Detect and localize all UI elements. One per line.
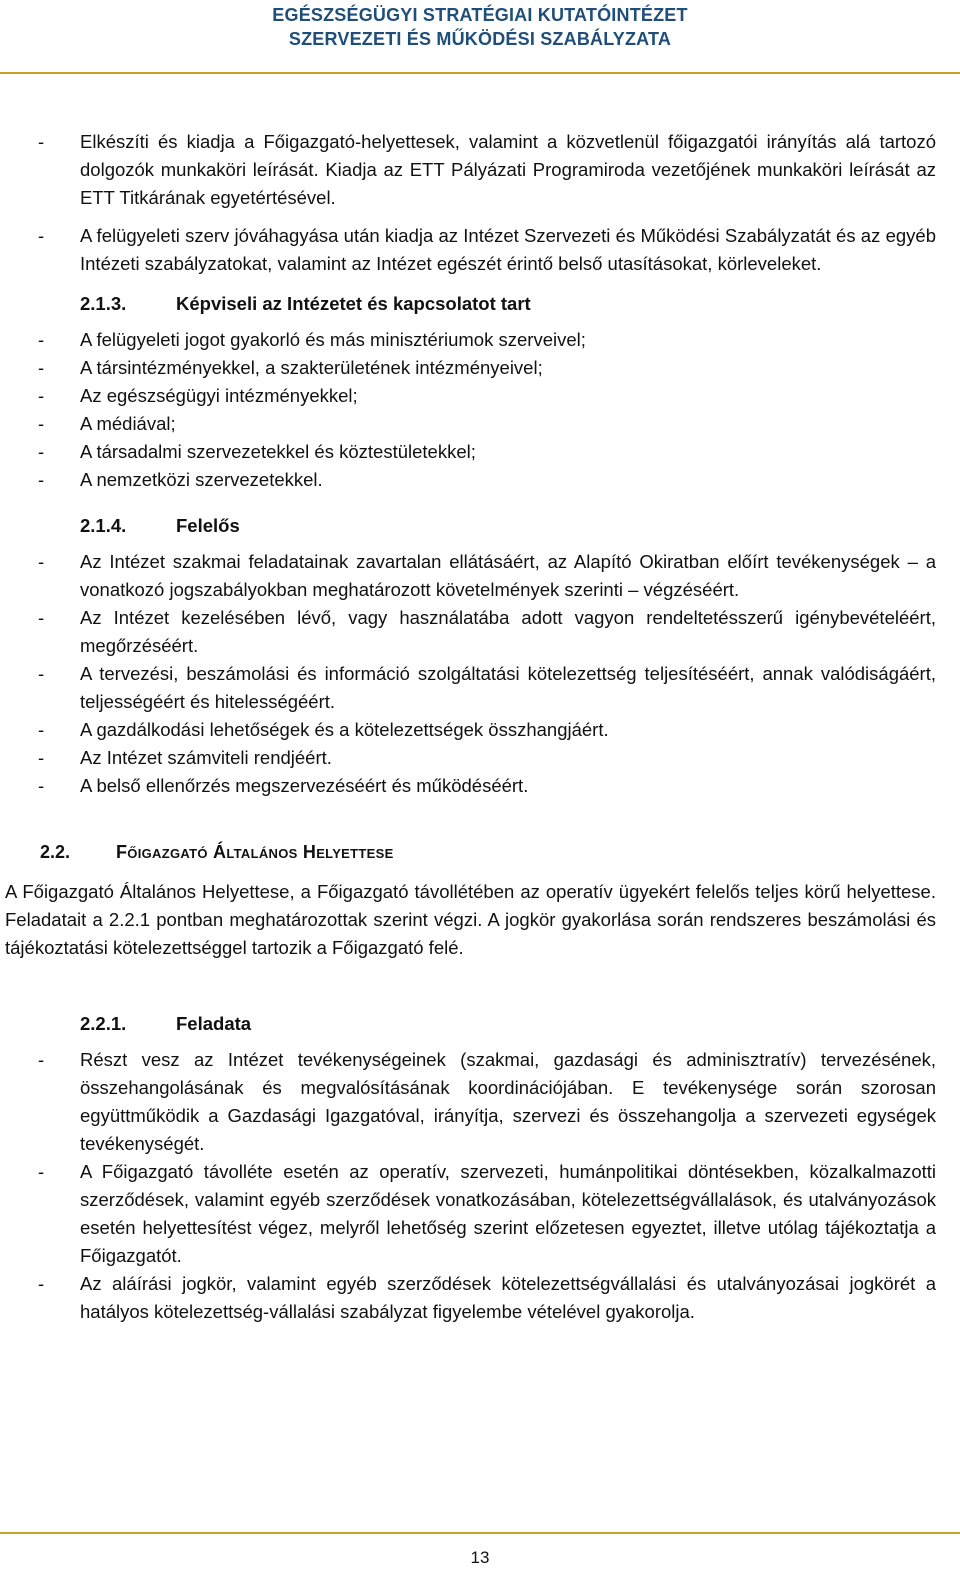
- header-divider: [0, 72, 960, 74]
- list-item: [0, 438, 960, 466]
- list-item-text: A tervezési, beszámolási és információ szolgáltatási kötelezettség teljesítéséért, annak valódiságáért, teljességéért és hitelességéért.: [80, 663, 936, 712]
- section-heading-2-1-4: [0, 512, 960, 540]
- list-item: [0, 382, 960, 410]
- list-item-text: A társadalmi szervezetekkel és köztestületekkel;: [80, 441, 476, 462]
- section-title: Felelős: [176, 515, 240, 536]
- list-item-text: Az Intézet szakmai feladatainak zavartalan ellátásáért, az Alapító Okiratban előírt tevékenységek – a vonatkozó jogszabályokban meghatározott követelmények szerinti – végzéséért.: [80, 551, 936, 600]
- section-title: Képviseli az Intézetet és kapcsolatot tart: [176, 293, 531, 314]
- section-number: 2.1.3.: [80, 293, 127, 314]
- bullet-dash: -: [38, 1161, 45, 1182]
- header-institute-name: EGÉSZSÉGÜGYI STRATÉGIAI KUTATÓINTÉZET: [272, 5, 688, 25]
- list-item: [0, 548, 960, 604]
- bullet-dash: -: [38, 775, 45, 796]
- list-item-text: Az Intézet számviteli rendjéért.: [80, 747, 332, 768]
- bullet-dash: -: [38, 385, 45, 406]
- list-item: [0, 410, 960, 438]
- list-item-text: Részt vesz az Intézet tevékenységeinek (szakmai, gazdasági és adminisztratív) tervezésének, összehangolásának és megvalósításának koordinációjában. E tevékenysége során szorosan együttműködik a Gazdasági Igazgatóval, irányítja, szervezi és összehangolja a szervezeti egységek tevékenységét.: [80, 1049, 936, 1154]
- section-heading-2-2-1: [0, 1010, 960, 1038]
- list-item-text: A belső ellenőrzés megszervezéséért és működéséért.: [80, 775, 529, 796]
- deputy-description-paragraph: A Főigazgató Általános Helyettese, a Főigazgató távollétében az operatív ügyekért felelős teljes körű helyettese. Feladatait a 2.2.1 pontban meghatározottak szerint végzi. A jogkör gyakorlása során rendszeres beszámolási és tájékoztatási kötelezettséggel tartozik a Főigazgató felé.: [5, 881, 936, 958]
- duties-bullet-list: [0, 1046, 960, 1326]
- section-number: 2.2.: [40, 842, 71, 862]
- list-item-text: A felügyeleti szerv jóváhagyása után kiadja az Intézet Szervezeti és Működési Szabályzatát és az egyéb Intézeti szabályzatokat, valamint az Intézet egészét érintő belső utasításokat, körleveleket.: [80, 225, 936, 274]
- list-item-text: A Főigazgató távolléte esetén az operatív, szervezeti, humánpolitikai döntésekben, közalkalmazotti szerződések, valamint egyéb szerződések vonatkozásában, kötelezettségvállalások, és utalványozások esetén helyettesítést végez, melyről lehetőség szerint előzetesen egyeztet, illetve utólag tájékoztatja a Főigazgatót.: [80, 1161, 936, 1266]
- list-item-text: Elkészíti és kiadja a Főigazgató-helyettesek, valamint a közvetlenül főigazgatói irányítás alá tartozó dolgozók munkaköri leírását. Kiadja az ETT Pályázati Programiroda vezetőjének munkaköri leírását az ETT Titkárának egyetértésével.: [80, 131, 936, 208]
- bullet-dash: -: [38, 441, 45, 462]
- bullet-dash: -: [38, 413, 45, 434]
- bullet-dash: -: [38, 225, 45, 246]
- page-number: 13: [470, 1548, 490, 1567]
- section-number: 2.1.4.: [80, 515, 127, 536]
- bullet-dash: -: [38, 357, 45, 378]
- list-item-text: Az Intézet kezelésében lévő, vagy használatába adott vagyon rendeltetésszerű igénybevételéért, megőrzéséért.: [80, 607, 936, 656]
- list-item-text: Az aláírási jogkör, valamint egyéb szerződések kötelezettségvállalási és utalványozásai jogkörét a hatályos kötelezettség-vállalási szabályzat figyelembe vételével gyakorolja.: [80, 1273, 936, 1322]
- list-item: [0, 772, 960, 800]
- bullet-dash: -: [38, 1049, 45, 1070]
- list-item: [0, 466, 960, 494]
- bullet-dash: -: [38, 131, 45, 152]
- list-item-text: A gazdálkodási lehetőségek és a kötelezettségek összhangjáért.: [80, 719, 609, 740]
- list-item: [0, 716, 960, 744]
- list-item-text: Az egészségügyi intézményekkel;: [80, 385, 358, 406]
- bullet-dash: -: [38, 1273, 45, 1294]
- bullet-dash: -: [38, 607, 45, 628]
- section-title: Feladata: [176, 1013, 252, 1034]
- bullet-dash: -: [38, 551, 45, 572]
- list-item-text: A társintézményekkel, a szakterületének intézményeivel;: [80, 357, 543, 378]
- section-heading-2-1-3: [0, 290, 960, 318]
- list-item: [0, 660, 960, 716]
- bullet-dash: -: [38, 747, 45, 768]
- list-item: [0, 1270, 960, 1326]
- document-body: [0, 128, 960, 1326]
- list-item: [0, 222, 960, 278]
- list-item: [0, 744, 960, 772]
- list-item-text: A nemzetközi szervezetekkel.: [80, 469, 323, 490]
- list-item: [0, 326, 960, 354]
- bullet-dash: -: [38, 663, 45, 684]
- footer-divider: [0, 1532, 960, 1534]
- list-item: [0, 1046, 960, 1158]
- list-item: [0, 1158, 960, 1270]
- bullet-dash: -: [38, 469, 45, 490]
- section-heading-2-2: [0, 838, 960, 866]
- list-item: [0, 128, 960, 212]
- section-number: 2.2.1.: [80, 1013, 127, 1034]
- page-header: [0, 0, 960, 72]
- list-item: [0, 354, 960, 382]
- list-item-text: A felügyeleti jogot gyakorló és más minisztériumok szerveivel;: [80, 329, 586, 350]
- bullet-dash: -: [38, 719, 45, 740]
- intro-bullet-list: [0, 128, 960, 278]
- header-document-title: SZERVEZETI ÉS MŰKÖDÉSI SZABÁLYZATA: [288, 29, 672, 49]
- section-title: Főigazgató Általános Helyettese: [116, 842, 394, 862]
- represent-bullet-list: [0, 326, 960, 494]
- list-item: [0, 604, 960, 660]
- responsible-bullet-list: [0, 548, 960, 800]
- bullet-dash: -: [38, 329, 45, 350]
- list-item-text: A médiával;: [80, 413, 176, 434]
